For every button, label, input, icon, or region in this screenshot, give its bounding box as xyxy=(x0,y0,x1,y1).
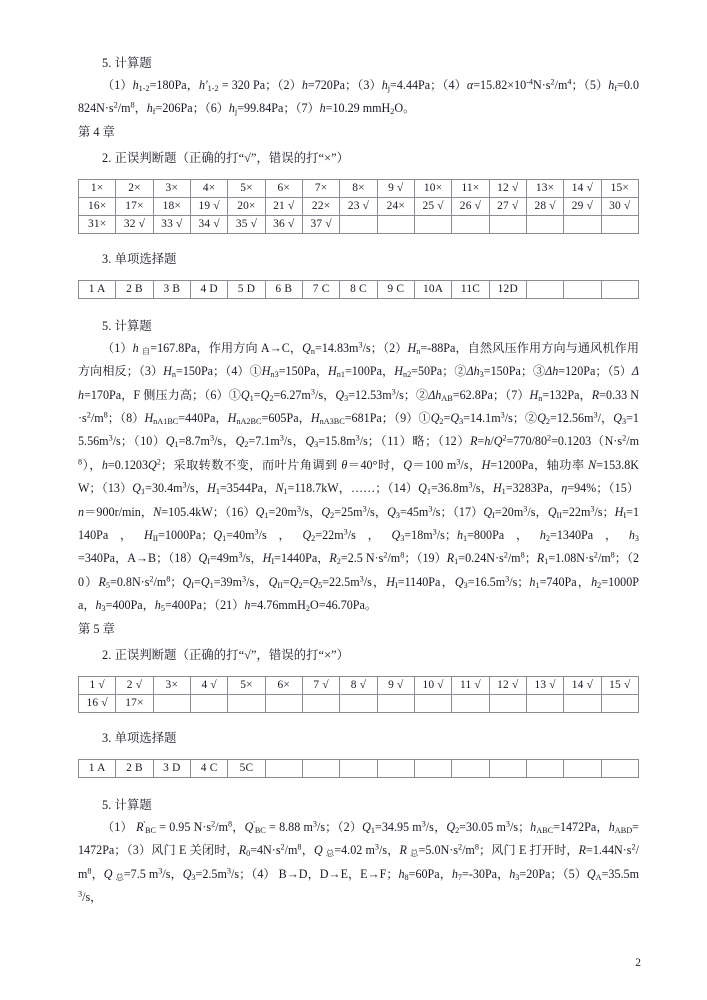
answer-cell xyxy=(228,694,265,712)
ch5-true-false-table xyxy=(78,676,639,713)
answer-cell xyxy=(302,694,339,712)
answer-cell xyxy=(414,215,451,233)
answer-cell: 19 √ xyxy=(190,197,227,215)
ch5-tf-body xyxy=(79,676,639,712)
answer-cell xyxy=(377,215,414,233)
answer-cell xyxy=(564,280,601,298)
ch5-mc-section-label: 3. 单项选择题 xyxy=(102,730,177,745)
answer-cell xyxy=(564,215,601,233)
answer-cell xyxy=(340,759,377,777)
answer-cell: 13× xyxy=(526,179,563,197)
ch4-tf-section-label: 2. 正误判断题（正确的打“√”，错误的打“×”） xyxy=(102,150,350,165)
answer-cell: 1 A xyxy=(79,759,116,777)
answer-cell xyxy=(377,759,414,777)
answer-row xyxy=(79,676,639,694)
chapter4-title: 第 4 章 xyxy=(78,124,115,139)
answer-cell xyxy=(489,694,526,712)
ch4-mc-section-label: 3. 单项选择题 xyxy=(102,251,177,266)
answer-cell xyxy=(489,215,526,233)
answer-cell: 3 D xyxy=(153,759,190,777)
answer-cell: 27 √ xyxy=(489,197,526,215)
answer-cell: 4 D xyxy=(190,280,227,298)
answer-cell: 4× xyxy=(190,179,227,197)
ch3-calc-answers: $(1)h_{1-2}=180Pa$，$h'_{1-2} = 320$ Pa；（2）h=720Pa；$(3)h_j=4.44Pa$；$(4)\alpha=15.82\times 10^{-4}N\cdot s^2/m^4$；$(5)h_f=0.0824N\cdot s^2/m^8$，$h_f=206Pa$；$(6)h_j=99.84Pa$；（7）h=10.29 mmH$_2$O。 xyxy=(78,77,640,117)
answer-row xyxy=(79,215,639,233)
answer-cell: 11C xyxy=(452,280,489,298)
answer-cell xyxy=(265,759,302,777)
answer-cell: 5C xyxy=(228,759,265,777)
answer-cell xyxy=(526,215,563,233)
answer-cell xyxy=(340,694,377,712)
answer-cell: 11× xyxy=(452,179,489,197)
ch4-mc-body xyxy=(79,280,639,298)
answer-cell xyxy=(601,694,638,712)
answer-cell: 1× xyxy=(79,179,116,197)
answer-cell: 9 C xyxy=(377,280,414,298)
answer-cell xyxy=(340,215,377,233)
answer-cell: 12 √ xyxy=(489,179,526,197)
answer-cell: 25 √ xyxy=(414,197,451,215)
ch3-calc-section-label: 5. 计算题 xyxy=(102,56,152,70)
answer-cell xyxy=(489,759,526,777)
answer-cell: 28 √ xyxy=(526,197,563,215)
answer-cell: 3× xyxy=(153,676,190,694)
answer-cell: 23 √ xyxy=(340,197,377,215)
answer-cell: 36 √ xyxy=(265,215,302,233)
answer-cell: 10× xyxy=(414,179,451,197)
answer-cell xyxy=(452,759,489,777)
answer-row xyxy=(79,694,639,712)
answer-cell xyxy=(601,215,638,233)
answer-cell: 11 √ xyxy=(452,676,489,694)
answer-cell: 9 √ xyxy=(377,676,414,694)
answer-cell: 5 D xyxy=(228,280,265,298)
answer-cell: 3 B xyxy=(153,280,190,298)
ch5-calc-answers: （1） $R'_{BC} = 0.95$ $N\cdot s^2/m^8$，$Q'_{BC} = 8.88$ $m^3/s$；$(2)Q_1=34.95$ $m^3/s$，$Q_2=30.05$ $m^3/s$；$h_{ABC}=1472Pa$，$h_{ABD}=1472Pa$；（3）风门 E 关闭时，$R_0=4N\cdot s^2/m^8$，Q $_总$=4.02 $m^3/s$，R $_总=5.0N\cdot s^2/m^8$；风门 E 打开时，$R=1.44N\cdot s^2/m^8$，Q $_总$=7.5 $m^3/s$，$Q_3=2.5m^3/s$；（4） B→D，D→E，E→F；$h_8=60Pa$，$h_7=-30Pa$，$h_3=20Pa$；$(5)Q_A=35.5m^3/s$， xyxy=(78,819,639,904)
answer-cell: 22× xyxy=(302,197,339,215)
answer-row xyxy=(79,197,639,215)
ch4-multiple-choice-table xyxy=(78,280,639,299)
answer-cell: 13 √ xyxy=(526,676,563,694)
answer-cell: 12D xyxy=(489,280,526,298)
answer-cell: 15× xyxy=(601,179,638,197)
answer-cell: 2 B xyxy=(116,280,153,298)
answer-cell xyxy=(564,759,601,777)
answer-cell xyxy=(526,694,563,712)
answer-cell: 20× xyxy=(228,197,265,215)
answer-cell: 18× xyxy=(153,197,190,215)
answer-cell: 8 √ xyxy=(340,676,377,694)
answer-cell: 33 √ xyxy=(153,215,190,233)
answer-cell xyxy=(526,759,563,777)
answer-cell xyxy=(153,694,190,712)
answer-cell: 32 √ xyxy=(116,215,153,233)
ch5-mc-body xyxy=(79,759,639,777)
ch5-calc-section-label: 5. 计算题 xyxy=(102,797,152,812)
answer-row xyxy=(79,179,639,197)
answer-cell: 34 √ xyxy=(190,215,227,233)
answer-cell: 35 √ xyxy=(228,215,265,233)
ch4-calc-section-label: 5. 计算题 xyxy=(102,318,152,333)
answer-cell xyxy=(377,694,414,712)
answer-cell: 16× xyxy=(79,197,116,215)
ch4-true-false-table xyxy=(78,179,639,234)
ch4-tf-body xyxy=(79,179,639,233)
answer-cell: 17× xyxy=(116,197,153,215)
page-number: 2 xyxy=(635,957,641,969)
answer-cell xyxy=(452,694,489,712)
answer-cell: 6× xyxy=(265,676,302,694)
answer-cell xyxy=(526,280,563,298)
answer-cell: 9 √ xyxy=(377,179,414,197)
answer-cell: 15 √ xyxy=(601,676,638,694)
answer-cell: 1 √ xyxy=(79,676,116,694)
answer-cell xyxy=(414,759,451,777)
answer-cell xyxy=(414,694,451,712)
answer-cell: 5× xyxy=(228,676,265,694)
answer-cell: 14 √ xyxy=(564,179,601,197)
answer-cell: 16 √ xyxy=(79,694,116,712)
answer-cell: 4 C xyxy=(190,759,227,777)
answer-cell: 26 √ xyxy=(452,197,489,215)
answer-cell xyxy=(265,694,302,712)
chapter5-title: 第 5 章 xyxy=(78,621,115,636)
answer-cell: 21 √ xyxy=(265,197,302,215)
answer-cell: 6 B xyxy=(265,280,302,298)
answer-cell: 24× xyxy=(377,197,414,215)
answer-cell: 4 √ xyxy=(190,676,227,694)
answer-cell xyxy=(452,215,489,233)
answer-cell: 8 C xyxy=(340,280,377,298)
answer-row xyxy=(79,280,639,298)
answer-cell xyxy=(190,694,227,712)
answer-row xyxy=(79,759,639,777)
answer-cell: 7 √ xyxy=(302,676,339,694)
answer-cell: 2 √ xyxy=(116,676,153,694)
answer-cell xyxy=(564,694,601,712)
answer-cell: 14 √ xyxy=(564,676,601,694)
answer-cell: 6× xyxy=(265,179,302,197)
ch5-tf-section-label: 2. 正误判断题（正确的打“√”，错误的打“×”） xyxy=(102,647,350,662)
answer-cell: 29 √ xyxy=(564,197,601,215)
answer-cell: 17× xyxy=(116,694,153,712)
answer-cell: 7× xyxy=(302,179,339,197)
ch4-calc-answers: （1）h $_自$=167.8Pa，作用方向 A→C，$Q_n=14.83m^3/s$；$(2)H_n=-88Pa$，自然风压作用方向与通风机作用方向相反；$(3)H_n=150Pa$；$(4)①H_{n3}=150Pa$，$H_{n1}=100Pa$，$H_{n2}=50Pa$；$②\Delta h_3=150Pa$；③Δh=120Pa；（5）Δh=170Pa，F 侧压力高；$(6)①Q_1=Q_2=6.27m^3/s$，$Q_3=12.53m^3/s$；$②\Delta h_{AB}=62.8Pa$；$(7)H_n=132Pa$，R=0.33 $N\cdot s^2/m^8$；$(8)H_{nA1BC}=440Pa$，$H_{nA2BC}=605Pa$，$H_{nA3BC}=681Pa$；$(9)①Q_2=Q_3=14.1m^3/s$；$②Q_2=12.56m^3/$，$Q_3=15.56m^3/s$；$(10)Q_1=8.7m^3/s$，$Q_2=7.1m^3/s$，$Q_3=15.8m^3/s$；（11）略；$(12)R=h/Q^2=770/80^2=0.1203(N\cdot s^2/m^8)$，$h=0.1203Q^2$；采取转数不变，而叶片角调到 θ＝40°时，Q＝100 $m^3/s$，H=1200Pa，轴功率 N=153.8KW；$(13)Q_1=30.4m^3/s$，$H_1=3544Pa$，$N_1=118.7kW$，……；$(14)Q_1=36.8m^3/s$，$H_1=3283Pa$，η=94%；（15）n＝900r/min，N=105.4kW；$(16)Q_1=20m^3/s$，$Q_2=25m^3/s$，$Q_3=45m^3/s$；$(17)Q_I=20m^3/s$，$Q_{II}=22m^3/s$；$H_I=1140Pa$，$H_{II}=1000Pa$；$Q_1=40m^3/s$，$Q_2=22m^3/s$，$Q_3=18m^3/s$；$h_1=800Pa$，$h_2=1340Pa$，$h_3=340Pa$，A→B；$(18)Q_I=49m^3/s$，$H_I=1440Pa$，$R_2=2.5$ $N\cdot s^2/m^8$；$(19)R_1=0.24N\cdot s^2/m^8$；$R_1=1.08N\cdot s^2/m^8$；$(20)R_5=0.8N\cdot s^2/m^8$；$Q_I=Q_1=39m^3/s$，$Q_{II}=Q_2=Q_5=22.5m^3/s$，$H_I=1140Pa$，$Q_3=16.5m^3/s$；$h_1=740Pa$，$h_2=1000Pa$，$h_3=400Pa$，$h_5=400Pa$；（21）h=4.76mmH$_2$O=46.70Pa。 xyxy=(78,340,639,614)
answer-cell xyxy=(302,759,339,777)
answer-cell: 7 C xyxy=(302,280,339,298)
answer-cell: 5× xyxy=(228,179,265,197)
answer-cell: 37 √ xyxy=(302,215,339,233)
answer-cell xyxy=(601,280,638,298)
answer-cell: 1 A xyxy=(79,280,116,298)
ch5-multiple-choice-table xyxy=(78,759,639,778)
answer-cell: 10 √ xyxy=(414,676,451,694)
answer-cell: 30 √ xyxy=(601,197,638,215)
answer-cell: 31× xyxy=(79,215,116,233)
answer-cell xyxy=(601,759,638,777)
answer-cell: 12 √ xyxy=(489,676,526,694)
answer-cell: 2× xyxy=(116,179,153,197)
answer-cell: 2 B xyxy=(116,759,153,777)
answer-cell: 3× xyxy=(153,179,190,197)
answer-cell: 10A xyxy=(414,280,451,298)
answer-cell: 8× xyxy=(340,179,377,197)
